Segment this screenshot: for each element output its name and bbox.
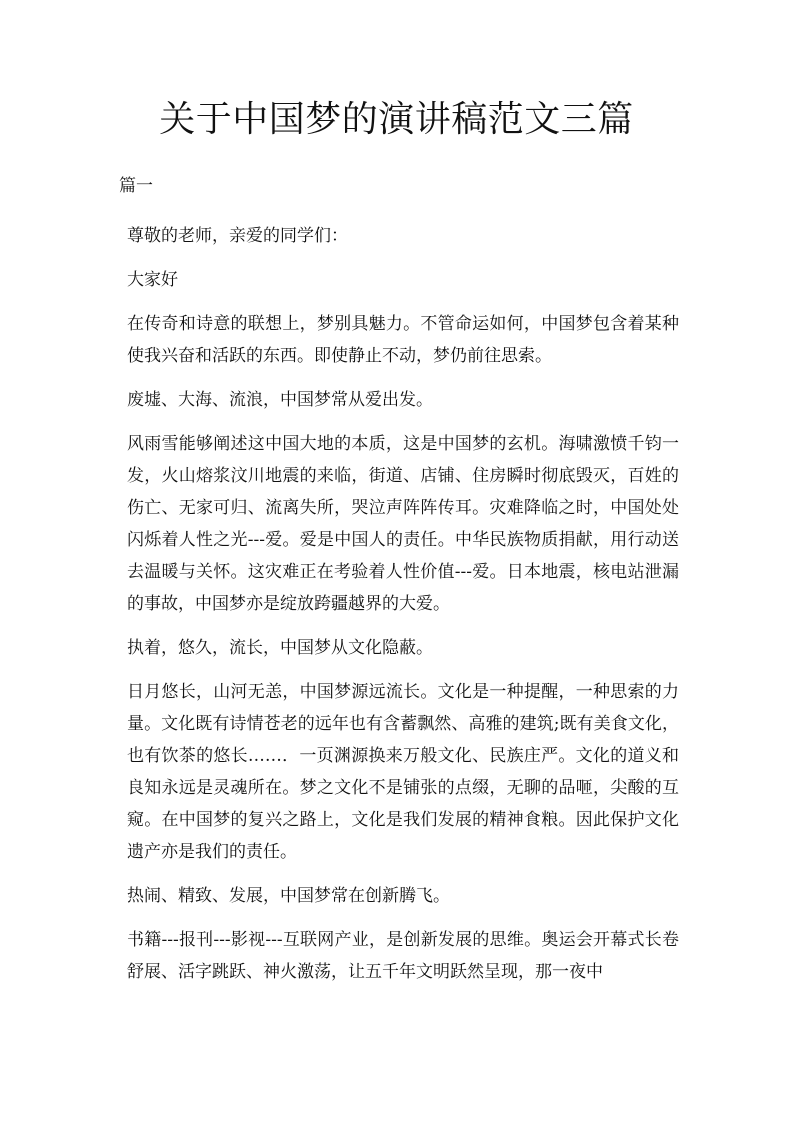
paragraph-culture: 日月悠长，山河无恙，中国梦源远流长。文化是一种提醒，一种思索的力量。文化既有诗情苍老的远年也有含蓄飘然、高雅的建筑;既有美食文化，也有饮茶的悠长……．一页渊源换来万般文化、民族庄严。文化的道义和良知永远是灵魂所在。梦之文化不是铺张的点缀，无聊的品咂，尖酸的互窥。在中国梦的复兴之路上，文化是我们发展的精神食粮。因此保护文化遗产亦是我们的责任。 [127,682,679,862]
paragraph-innovation-heading: 热闹、精致、发展，中国梦常在创新腾飞。 [127,886,450,906]
document-title: 关于中国梦的演讲稿范文三篇 [159,99,634,140]
section-label: 篇一 [119,176,153,196]
paragraph-disaster-love: 风雨雪能够阐述这中国大地的本质，这是中国梦的玄机。海啸激愤千钧一发，火山熔浆汶川地震的来临，街道、店铺、住房瞬时彻底毁灭，百姓的伤亡、无家可归、流离失所，哭泣声阵阵传耳。灾难降临之时，中国处处闪烁着人性之光---爱。爱是中国人的责任。中华民族物质捐献，用行动送去温暖与关怀。这灾难正在考验着人性价值---爱。日本地震，核电站泄漏的事故，中国梦亦是绽放跨疆越界的大爱。 [127,434,679,614]
paragraph-innovation: 书籍---报刊---影视---互联网产业，是创新发展的思维。奥运会开幕式长卷舒展、活字跳跃、神火激荡，让五千年文明跃然呈现，那一夜中 [127,930,679,982]
paragraph-culture-heading: 执着，悠久，流长，中国梦从文化隐蔽。 [127,638,433,658]
paragraph-dream-charm: 在传奇和诗意的联想上，梦别具魅力。不管命运如何，中国梦包含着某种使我兴奋和活跃的东西。即使静止不动，梦仍前往思索。 [127,314,679,366]
paragraph-hello: 大家好 [127,270,178,290]
paragraph-love-start: 废墟、大海、流浪，中国梦常从爱出发。 [127,390,433,410]
document-body [119,170,679,1000]
paragraph-greeting: 尊敬的老师，亲爱的同学们： [127,226,348,246]
